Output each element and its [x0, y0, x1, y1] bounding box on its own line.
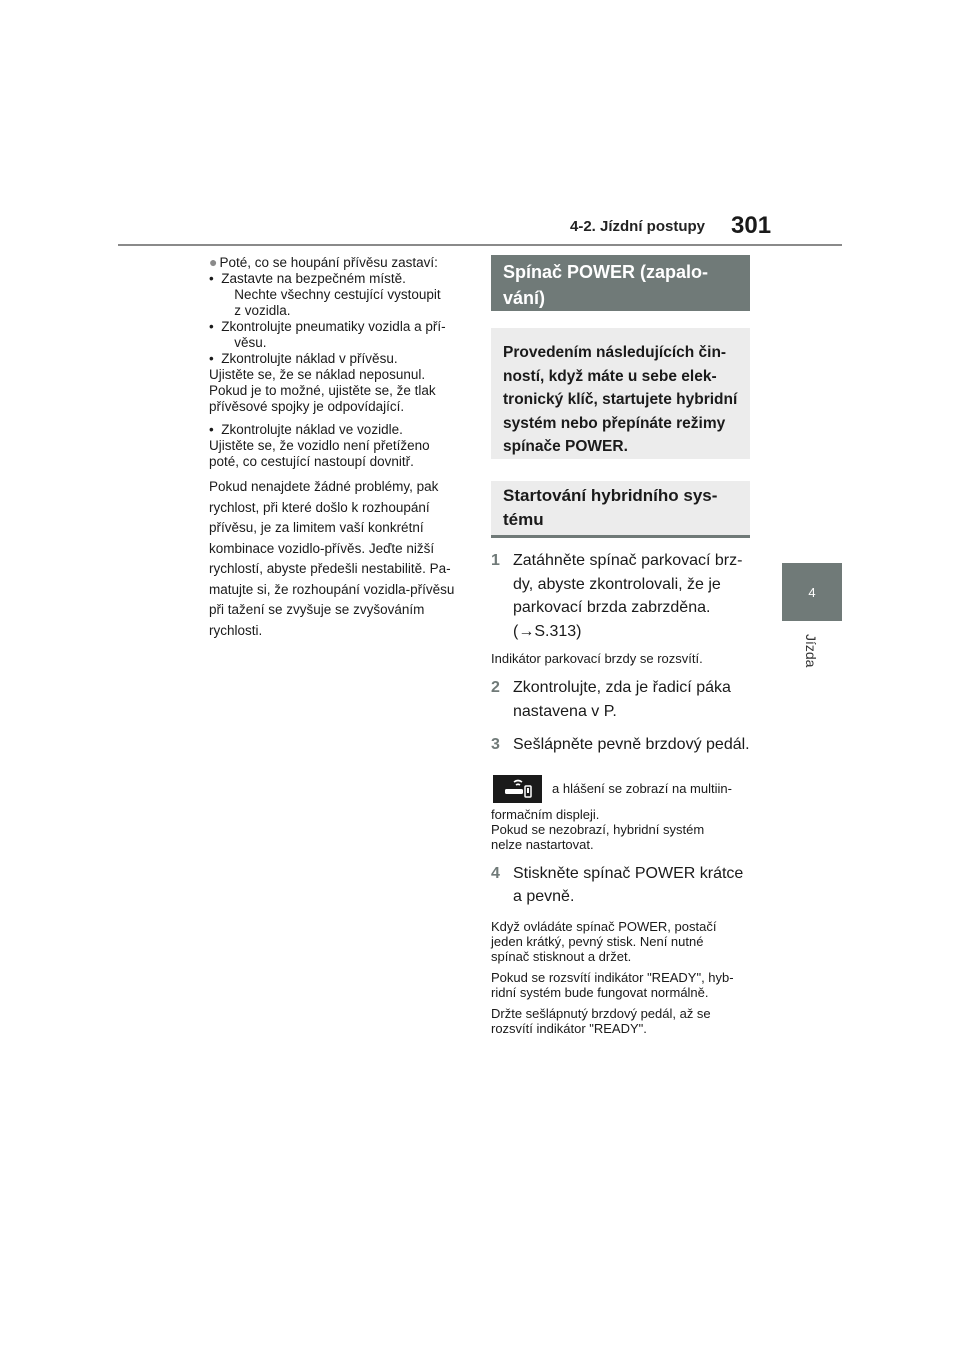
chapter-label: Jízda — [803, 634, 819, 668]
subsection-heading: Startování hybridního sys- tému — [491, 481, 750, 538]
note-paragraph: Pokud se rozsvítí indikátor "READY", hyb- ridní systém bude fungovat normálně. — [491, 969, 734, 1000]
section-heading: Spínač POWER (zapalo- vání) — [491, 255, 750, 311]
bullet-dot-icon: ● — [209, 254, 218, 270]
step-4: 4 Stiskněte spínač POWER krátce a pevně. — [491, 864, 744, 905]
header-divider — [118, 244, 842, 246]
paragraph: Ujistěte se, že se náklad neposunul. Pokud je to možné, ujistěte se, že tlak přívěsové spojky je odpovídající. — [209, 367, 436, 414]
list-item: • Zkontrolujte náklad v přívěsu. — [209, 351, 398, 366]
indicator-text: a hlášení se zobrazí na multiin- — [552, 781, 732, 796]
indicator-note: formačním displeji. Pokud se nezobrazí, hybridní systém nelze nastartovat. — [491, 806, 705, 852]
section-title: 4-2. Jízdní postupy — [570, 218, 706, 235]
note-paragraph: Držte sešlápnutý brzdový pedál, až se rozsvítí indikátor "READY". — [491, 1005, 711, 1036]
smart-key-indicator-icon — [493, 775, 542, 803]
right-column — [491, 255, 750, 1042]
lead-paragraph: ● Poté, co se houpání přívěsu zastaví: — [209, 254, 438, 270]
step-2: 2 Zkontrolujte, zda je řadicí páka nastavena v P. — [491, 679, 731, 720]
left-column — [209, 254, 467, 648]
step-1: 1 Zatáhněte spínač parkovací brz- dy, abyste zkontrolovali, že je parkovací brzda zabrzděna. (→S.313) — [491, 552, 743, 640]
list-item: • Zastavte na bezpečném místě. Nechte všechny cestující vystoupit z vozidla. — [209, 271, 441, 318]
step-note: Indikátor parkovací brzdy se rozsvítí. — [491, 651, 703, 666]
intro-box: Provedením následujících čin- ností, když máte u sebe elek- tronický klíč, startujete hybridní systém nebo přepínáte režimy spínače POWER. — [491, 328, 750, 459]
page-number: 301 — [731, 212, 772, 239]
step-3: 3 Sešlápněte pevně brzdový pedál. — [491, 736, 750, 753]
paragraph: Pokud nenajdete žádné problémy, pak rychlost, při které došlo k rozhoupání přívěsu, je za limitem vaší konkrétní kombinace vozidlo-přívěs. Jeďte nižší rychlostí, abyste předešli nestabilitě. Pa- matujte si, že rozhoupání vozidla-přívěsu při tažení se zvyšuje se zvyšováním rychlosti. — [209, 479, 455, 638]
paragraph: Ujistěte se, že vozidlo není přetíženo poté, co cestující nastoupí dovnitř. — [209, 438, 430, 469]
chapter-tab[interactable] — [782, 563, 842, 621]
list-item: • Zkontrolujte náklad ve vozidle. — [209, 422, 403, 437]
indicator-row — [491, 775, 750, 803]
note-paragraph: Když ovládáte spínač POWER, postačí jeden krátký, pevný stisk. Není nutné spínač stisknout a držet. — [491, 918, 717, 964]
chapter-number: 4 — [808, 584, 816, 600]
list-item: • Zkontrolujte pneumatiky vozidla a pří- věsu. — [209, 319, 446, 350]
